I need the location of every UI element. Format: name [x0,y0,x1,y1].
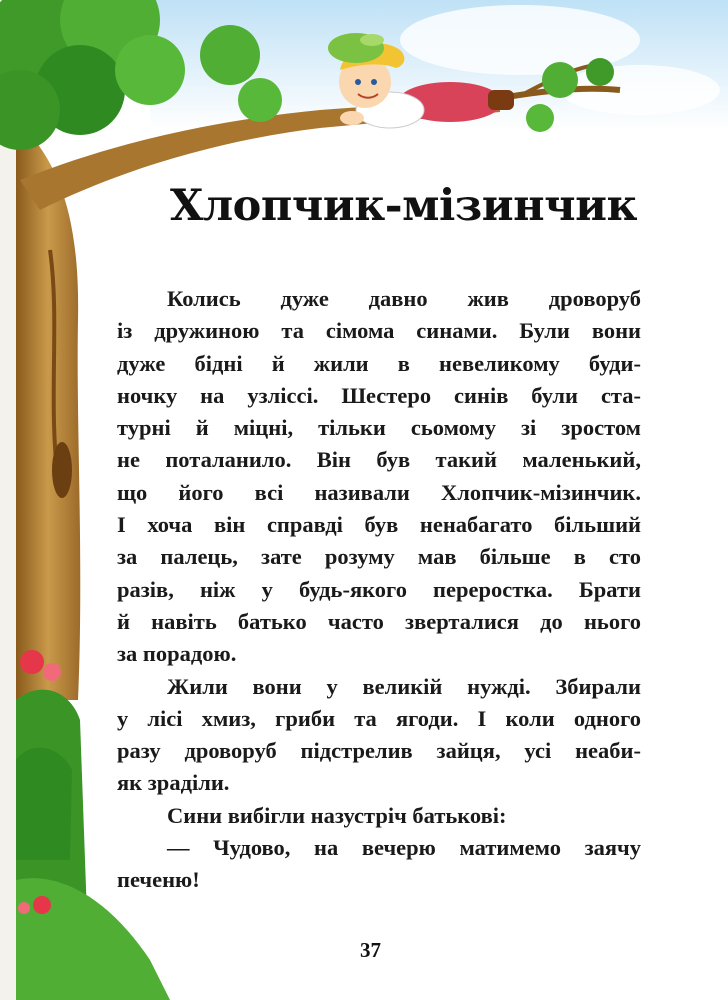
text-line: із дружиною та сімома синами. Були вони [117,318,641,344]
text-line: у лісі хмиз, гриби та ягоди. І коли одного [117,705,641,731]
text-line: Колись дуже давно жив дроворуб [167,286,641,311]
tree-trunk [16,120,80,700]
text-line: й навіть батько часто зверталися до нього [117,608,641,634]
text-line: печеню! [117,867,200,893]
text-line: за палець, зате розуму мав більше в сто [117,544,641,570]
text-line: — Чудово, на вечерю матимемо заячу [167,835,641,861]
text-line: турні й міцні, тільки сьомому зі зростом [117,415,641,441]
text-line: Сини вибігли назустріч батькові: [167,802,507,828]
text-line: дуже бідні й жили в невеликому буди- [117,350,641,376]
text-line: разу дроворуб підстрелив зайця, усі неаби- [117,738,641,764]
page-edge [0,0,16,1000]
text-line: як зраділи. [117,770,230,796]
text-line: ночку на узліссі. Шестеро синів були ста- [117,382,641,408]
text-line: за порадою. [117,641,237,667]
text-line: І хоча він справді був ненабагато більший [117,512,641,538]
page-number: 37 [360,938,381,962]
story-text [117,283,641,897]
text-line: що його всі називали Хлопчик-мізинчик. [117,479,641,505]
story-title: Хлопчик-мізинчик [170,180,638,231]
text-line: разів, ніж у будь-якого переростка. Брати [117,576,641,602]
text-line: Жили вони у великій нужді. Збирали [167,673,641,699]
text-line: не поталанило. Він був такий маленький, [117,447,641,473]
